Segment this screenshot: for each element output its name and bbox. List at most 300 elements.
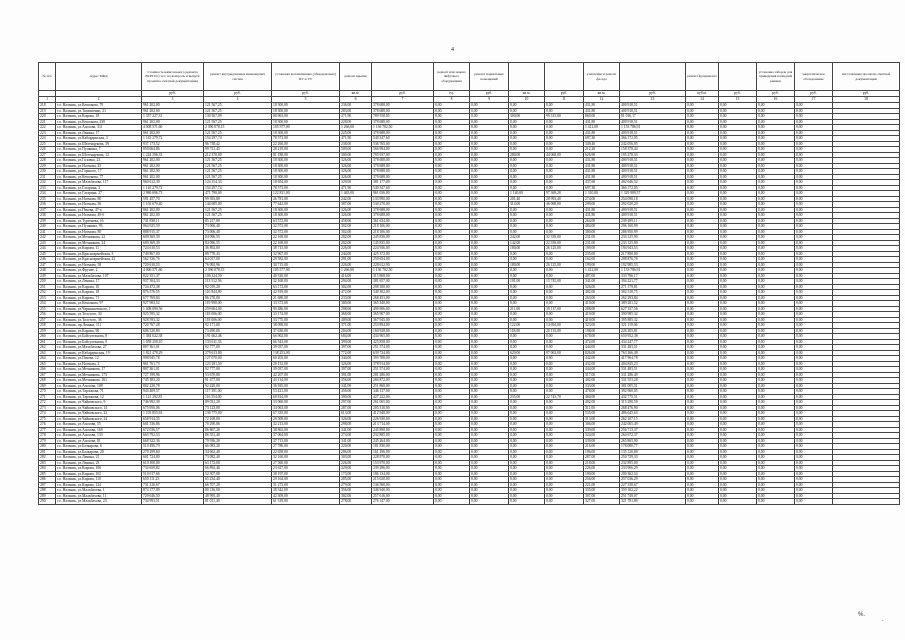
value-cell: 221,00 — [584, 482, 620, 488]
value-cell: 153 970,00 — [372, 460, 434, 466]
value-cell: 333,00 — [584, 383, 620, 389]
value-cell: 306,00 — [584, 422, 620, 428]
value-cell: 29 582,00 — [272, 257, 340, 263]
value-cell: 349,40 — [584, 141, 620, 147]
value-cell: 961 036,00 — [372, 191, 434, 197]
value-cell: 26 781,00 — [272, 196, 340, 202]
value-cell: 0,00 — [434, 141, 470, 147]
value-cell: 0,00 — [757, 488, 795, 494]
value-cell: 0,00 — [757, 295, 795, 301]
value-cell: 876 576,55 — [142, 290, 204, 296]
value-cell: 53 421,00 — [272, 389, 340, 395]
value-cell: 0,00 — [545, 334, 584, 340]
value-cell: 0,00 — [795, 295, 833, 301]
value-cell: 0,00 — [757, 301, 795, 307]
address-cell: г.о. Нальчик, ул.Чайковского, 24 — [56, 416, 142, 422]
value-cell: 0,00 — [719, 158, 757, 164]
value-cell: 315 868,00 — [372, 273, 434, 279]
value-cell: 0,00 — [795, 235, 833, 241]
value-cell: 0,00 — [757, 444, 795, 450]
value-cell: 0,00 — [795, 284, 833, 290]
value-cell: 0,00 — [757, 317, 795, 323]
value-cell: 0,00 — [795, 224, 833, 230]
value-cell: 0,00 — [509, 389, 545, 395]
value-cell: 118 006,00 — [204, 312, 272, 318]
value-cell: 0,00 — [509, 345, 545, 351]
address-cell: г.о. Нальчик, ул.Байсултанова, 8 — [56, 334, 142, 340]
value-cell: 381 657,00 — [372, 279, 434, 285]
value-cell: 97 063,00 — [545, 350, 584, 356]
value-cell: 0,00 — [509, 378, 545, 384]
value-cell: 233 966,29 — [620, 466, 686, 472]
value-cell: 242,00 — [340, 196, 372, 202]
value-cell: 0,00 — [509, 295, 545, 301]
value-cell: 251 860,00 — [372, 383, 434, 389]
value-cell: 425 858,00 — [372, 339, 434, 345]
value-cell: 0,00 — [795, 306, 833, 312]
value-cell: 393 708,00 — [372, 356, 434, 362]
value-cell: 158 378,44 — [620, 147, 686, 153]
value-cell: 368,00 — [340, 312, 372, 318]
value-cell: 0,00 — [795, 103, 833, 109]
row-number-cell: 282 — [39, 455, 56, 461]
value-cell: 0,00 — [795, 389, 833, 395]
value-cell: 218,00 — [584, 460, 620, 466]
value-cell: 431,80 — [584, 103, 620, 109]
value-cell: 0,00 — [719, 125, 757, 131]
address-cell: г.о. Нальчик, ул.Чайковского, 9 — [56, 400, 142, 406]
value-cell: 226 930,00 — [372, 416, 434, 422]
value-cell: 0,00 — [509, 438, 545, 444]
value-cell: 77 642,00 — [272, 202, 340, 208]
value-cell: 0,00 — [470, 119, 509, 125]
value-cell: 734 659,82 — [142, 466, 204, 472]
value-cell: 0,00 — [434, 136, 470, 142]
value-cell: 0,00 — [686, 295, 719, 301]
address-cell: г.о. Нальчик, ул.Горького, 17 — [56, 169, 142, 175]
value-cell: 201,40 — [509, 196, 545, 202]
value-cell: 0,00 — [757, 367, 795, 373]
value-cell: 0,00 — [545, 449, 584, 455]
value-cell: 0,00 — [719, 103, 757, 109]
value-cell: 160 928,00 — [372, 328, 434, 334]
value-cell: 86 551,40 — [204, 433, 272, 439]
value-cell: 381 005,51 — [620, 383, 686, 389]
address-cell: г.о. Нальчик, ул.Ленина, 23 — [56, 460, 142, 466]
value-cell: 0,00 — [719, 361, 757, 367]
value-cell: 70 290,86 — [204, 422, 272, 428]
value-cell: 675 956,06 — [142, 405, 204, 411]
value-cell: 302,00 — [340, 493, 372, 499]
value-cell: 860,00 — [584, 114, 620, 120]
value-cell: 672 036,57 — [142, 427, 204, 433]
value-cell: 0,00 — [795, 174, 833, 180]
value-cell: 218 106,00 — [372, 224, 434, 230]
value-cell: 0,00 — [545, 356, 584, 362]
value-cell: 540 347,60 — [372, 136, 434, 142]
value-cell: 444,00 — [584, 367, 620, 373]
row-number-cell: 276 — [39, 422, 56, 428]
value-cell: 431,80 — [584, 207, 620, 213]
value-cell: 232 885,00 — [372, 433, 434, 439]
value-cell: 0,00 — [545, 389, 584, 395]
address-cell: г.о. Нальчик, ул.Ногмова, 80 — [56, 196, 142, 202]
value-cell: 339,00 — [584, 438, 620, 444]
address-cell: г.о. Нальчик, ул.Ахохова, 55 — [56, 422, 142, 428]
value-cell: 315 290,59 — [620, 400, 686, 406]
value-cell: 99 393,80 — [204, 196, 272, 202]
value-cell: 28 993,40 — [545, 196, 584, 202]
value-cell: 89 778,43 — [204, 251, 272, 257]
value-cell: 0,00 — [470, 240, 509, 246]
value-cell: 42 309,00 — [272, 493, 340, 499]
value-cell: 0,00 — [509, 257, 545, 263]
address-cell: г.о. Нальчик, ул.Мальбахова, 11 — [56, 493, 142, 499]
address-cell: г.о. Нальчик, ул.Тарчокова, 71 — [56, 389, 142, 395]
value-cell: 66 902,00 — [272, 334, 340, 340]
value-cell: 284 872,00 — [372, 378, 434, 384]
value-cell: 400 918,51 — [620, 174, 686, 180]
value-cell: 0,00 — [545, 147, 584, 153]
value-cell: 0,00 — [434, 444, 470, 450]
value-cell: 0,00 — [686, 416, 719, 422]
value-cell: 0,00 — [795, 499, 833, 505]
value-cell: 0,00 — [757, 130, 795, 136]
value-cell: 0,00 — [686, 493, 719, 499]
value-cell: 0,00 — [434, 218, 470, 224]
value-cell: 0,00 — [470, 284, 509, 290]
value-cell: 0,00 — [509, 482, 545, 488]
value-cell: 0,00 — [686, 334, 719, 340]
value-cell: 0,00 — [757, 191, 795, 197]
value-cell: 0,00 — [795, 323, 833, 329]
value-cell: 60 814,00 — [272, 394, 340, 400]
value-cell: 0,00 — [795, 169, 833, 175]
value-cell: 0,00 — [719, 213, 757, 219]
value-cell: 22 339,00 — [545, 240, 584, 246]
value-cell: 235,00 — [584, 251, 620, 257]
value-cell: 32 572,00 — [272, 229, 340, 235]
page-number: 4 — [451, 47, 454, 53]
value-cell: 0,00 — [757, 400, 795, 406]
address-cell: г.о. Нальчик, ул.Мечникова, 22 — [56, 235, 142, 241]
value-cell: 0,00 — [545, 372, 584, 378]
column-number-cell: 14 — [686, 97, 719, 103]
row-number-cell: 245 — [39, 251, 56, 257]
value-cell: 121 567,25 — [204, 174, 272, 180]
header-cell: установка заборов для приведения площадей рынков — [757, 63, 795, 91]
value-cell: 0,00 — [719, 372, 757, 378]
value-cell: 0,00 — [545, 466, 584, 472]
value-cell: 206,00 — [340, 449, 372, 455]
value-cell: 122 831,00 — [272, 191, 340, 197]
value-cell: 0,00 — [795, 191, 833, 197]
value-cell: 0,00 — [719, 207, 757, 213]
value-cell: 0,00 — [545, 207, 584, 213]
value-cell: 510 496,79 — [142, 444, 204, 450]
value-cell: 0,00 — [434, 229, 470, 235]
address-cell: г.о. Нальчик, ул.Тургенева, 16 — [56, 218, 142, 224]
row-number-cell: 266 — [39, 367, 56, 373]
value-cell: 257 616,00 — [372, 493, 434, 499]
value-cell: 1 153 786,91 — [620, 268, 686, 274]
value-cell: 0,00 — [719, 383, 757, 389]
value-cell: 0,00 — [545, 141, 584, 147]
value-cell: 0,00 — [545, 433, 584, 439]
value-cell: 0,00 — [434, 433, 470, 439]
value-cell: 235,00 — [509, 394, 545, 400]
value-cell: 92 777,00 — [204, 367, 272, 373]
value-cell: 18 300,00 — [272, 169, 340, 175]
value-cell: 204,00 — [340, 328, 372, 334]
value-cell: 0,00 — [686, 350, 719, 356]
value-cell: 38 197,00 — [272, 471, 340, 477]
value-cell: 400 918,51 — [620, 169, 686, 175]
value-cell: 2 396 078,15 — [204, 125, 272, 131]
value-cell: 0,00 — [470, 257, 509, 263]
value-cell: 601 336,86 — [142, 422, 204, 428]
value-cell: 1 145 279,72 — [142, 185, 204, 191]
value-cell: 194 943,53 — [620, 246, 686, 252]
address-cell: г.о. Нальчик, ул.Ногмова, 45 — [56, 163, 142, 169]
value-cell: 0,00 — [434, 306, 470, 312]
value-cell: 181 830,00 — [372, 444, 434, 450]
unit-cell: кв.м. — [509, 91, 545, 97]
value-cell: 0,00 — [470, 455, 509, 461]
value-cell: 0,00 — [509, 499, 545, 505]
value-cell: 0,00 — [719, 273, 757, 279]
value-cell: 198,00 — [584, 328, 620, 334]
value-cell: 0,00 — [470, 152, 509, 158]
value-cell: 0,00 — [434, 251, 470, 257]
value-cell: 0,00 — [719, 163, 757, 169]
value-cell: 0,00 — [470, 224, 509, 230]
address-cell: г.о. Нальчик, ул.Гагарина, 3 — [56, 185, 142, 191]
address-cell: г.о. Нальчик, ул.Ленина, 17 — [56, 279, 142, 285]
value-cell: 0,00 — [470, 427, 509, 433]
value-cell: 925 595,32 — [142, 312, 204, 318]
value-cell: 606 520,80 — [142, 328, 204, 334]
value-cell: 72 169,00 — [204, 416, 272, 422]
value-cell: 0,00 — [686, 114, 719, 120]
value-cell: 14 694,00 — [545, 323, 584, 329]
value-cell: 91 477,00 — [204, 378, 272, 384]
value-cell: 133 611,33 — [204, 339, 272, 345]
value-cell: 162,00 — [584, 257, 620, 263]
value-cell: 0,00 — [686, 438, 719, 444]
header-cell: утепление и ремонт фасада — [584, 63, 620, 91]
value-cell: 0,00 — [757, 328, 795, 334]
value-cell: 0,00 — [434, 169, 470, 175]
address-cell: г.о. Нальчик, ул.Мечникова, 17 — [56, 367, 142, 373]
address-cell: г.о. Нальчик, ул.Ногмова, 36 — [56, 202, 142, 208]
value-cell: 0,00 — [434, 394, 470, 400]
value-cell: 380,00 — [340, 301, 372, 307]
value-cell: 0,00 — [795, 279, 833, 285]
value-cell: 0,00 — [795, 466, 833, 472]
value-cell: 0,00 — [509, 103, 545, 109]
value-cell: 0,00 — [509, 488, 545, 494]
value-cell: 0,00 — [719, 141, 757, 147]
row-number-cell: 246 — [39, 257, 56, 263]
value-cell: 326,00 — [340, 158, 372, 164]
value-cell: 0,00 — [470, 207, 509, 213]
value-cell: 144 685,00 — [204, 202, 272, 208]
value-cell: 217 890,00 — [620, 251, 686, 257]
value-cell: 378 688,00 — [372, 163, 434, 169]
value-cell: 4 008 571,60 — [142, 125, 204, 131]
value-cell: 650 952,38 — [620, 334, 686, 340]
row-number-cell: 243 — [39, 240, 56, 246]
address-cell: г.о. Нальчик, ул.Ахохова, 133 — [56, 433, 142, 439]
value-cell: 60 203,00 — [272, 356, 340, 362]
value-cell: 90 486,00 — [272, 306, 340, 312]
value-cell: 650 111,23 — [142, 477, 204, 483]
value-cell: 0,00 — [719, 235, 757, 241]
value-cell: 0,00 — [470, 114, 509, 120]
row-number-cell: 255 — [39, 306, 56, 312]
address-cell: г.о. Нальчик, ул.Кешокова, 77 — [56, 174, 142, 180]
value-cell: 0,00 — [686, 449, 719, 455]
value-cell: 86 270,00 — [204, 295, 272, 301]
value-cell: 0,00 — [719, 350, 757, 356]
value-cell: 0,00 — [545, 180, 584, 186]
value-cell: 0,00 — [795, 356, 833, 362]
value-cell: 39 137,00 — [545, 306, 584, 312]
value-cell: 484,00 — [584, 224, 620, 230]
value-cell: 31 273,00 — [272, 482, 340, 488]
value-cell: 0,00 — [795, 394, 833, 400]
value-cell: 0,00 — [509, 147, 545, 153]
value-cell: 67 335,00 — [272, 411, 340, 417]
value-cell: 0,00 — [757, 389, 795, 395]
value-cell: 0,00 — [686, 323, 719, 329]
value-cell: 259 604,00 — [204, 306, 272, 312]
value-cell: 0,00 — [470, 422, 509, 428]
header-cell: ремонт или замена лифтового оборудования — [434, 63, 470, 91]
address-cell: г.о. Нальчик, ул.Толстого, 34 — [56, 312, 142, 318]
value-cell: 0,00 — [470, 169, 509, 175]
value-cell: 0,00 — [509, 125, 545, 131]
value-cell: 0,00 — [757, 323, 795, 329]
value-cell: 265 865,90 — [620, 438, 686, 444]
value-cell: 361 634,00 — [372, 218, 434, 224]
value-cell: 0,00 — [434, 471, 470, 477]
value-cell: 0,00 — [686, 405, 719, 411]
value-cell: 1 058 250,10 — [142, 339, 204, 345]
value-cell: 0,00 — [470, 103, 509, 109]
row-number-cell: 241 — [39, 229, 56, 235]
value-cell: 1 408 090,56 — [142, 306, 204, 312]
value-cell: 226,00 — [340, 262, 372, 268]
value-cell: 331 553,28 — [620, 378, 686, 384]
value-cell: 0,00 — [434, 174, 470, 180]
value-cell: 274,00 — [584, 196, 620, 202]
value-cell: 226,00 — [340, 460, 372, 466]
value-cell: 335,00 — [584, 488, 620, 494]
value-cell: 943 409,57 — [142, 389, 204, 395]
value-cell: 0,00 — [470, 477, 509, 483]
value-cell: 0,00 — [719, 196, 757, 202]
value-cell: 0,00 — [434, 499, 470, 505]
value-cell: 61 319,00 — [272, 499, 340, 505]
value-cell: 365 907,00 — [372, 312, 434, 318]
value-cell: 0,00 — [470, 290, 509, 296]
value-cell: 378 688,00 — [372, 130, 434, 136]
value-cell: 46 068,00 — [545, 202, 584, 208]
value-cell: 864 925,59 — [142, 224, 204, 230]
value-cell: 286 950,99 — [620, 229, 686, 235]
value-cell: 0,00 — [470, 339, 509, 345]
value-cell: 697,30 — [584, 185, 620, 191]
value-cell: 0,00 — [795, 251, 833, 257]
value-cell: 0,00 — [509, 449, 545, 455]
value-cell: 110 844,80 — [204, 290, 272, 296]
value-cell: 28 219,00 — [272, 147, 340, 153]
value-cell: 116 554,00 — [204, 394, 272, 400]
value-cell: 0,00 — [686, 251, 719, 257]
value-cell: 0,00 — [470, 323, 509, 329]
value-cell: 0,00 — [470, 108, 509, 114]
value-cell: 287,00 — [340, 405, 372, 411]
value-cell: 400 918,51 — [620, 108, 686, 114]
value-cell: 0,00 — [509, 444, 545, 450]
value-cell: 0,00 — [757, 345, 795, 351]
value-cell: 400 918,51 — [620, 213, 686, 219]
row-number-cell: 267 — [39, 372, 56, 378]
value-cell: 254 098,18 — [620, 196, 686, 202]
row-number-cell: 260 — [39, 334, 56, 340]
value-cell: 20 133,00 — [545, 328, 584, 334]
address-cell: г.о. Нальчик, ул.Кирова, 110 — [56, 477, 142, 483]
value-cell: 245 836,00 — [372, 235, 434, 241]
value-cell: 425 372,00 — [372, 251, 434, 257]
value-cell: 0,00 — [434, 262, 470, 268]
value-cell: 138 253,00 — [272, 350, 340, 356]
value-cell: 0,00 — [686, 147, 719, 153]
unit-cell: руб. — [795, 91, 833, 97]
value-cell: 0,00 — [509, 273, 545, 279]
value-cell: 0,00 — [686, 207, 719, 213]
value-cell: 121 567,25 — [204, 119, 272, 125]
value-cell: 1 384 622,38 — [142, 334, 204, 340]
value-cell: 0,00 — [795, 163, 833, 169]
value-cell: 0,00 — [686, 268, 719, 274]
value-cell: 123 291,50 — [204, 361, 272, 367]
value-cell: 0,00 — [719, 130, 757, 136]
value-cell: 639 724,00 — [372, 350, 434, 356]
address-cell: г.о. Нальчик, ул.Кешокова, 97 — [56, 301, 142, 307]
value-cell: 0,00 — [757, 356, 795, 362]
column-number-cell: 13 — [620, 97, 686, 103]
value-cell: 66 892,40 — [204, 466, 272, 472]
value-cell: 92 420,00 — [204, 383, 272, 389]
value-cell: 0,00 — [434, 466, 470, 472]
value-cell: 0,00 — [719, 262, 757, 268]
value-cell: 0,00 — [545, 416, 584, 422]
value-cell: 300,00 — [509, 114, 545, 120]
value-cell: 313,00 — [584, 416, 620, 422]
value-cell: 0,00 — [434, 372, 470, 378]
value-cell: 0,00 — [719, 301, 757, 307]
value-cell: 73 006,40 — [204, 229, 272, 235]
value-cell: 0,00 — [470, 488, 509, 494]
value-cell: 807 361,01 — [142, 367, 204, 373]
value-cell: 419,00 — [584, 312, 620, 318]
address-cell: г.о. Нальчик, ул.Мальбахова, 27 — [56, 345, 142, 351]
value-cell: 161 296,00 — [372, 449, 434, 455]
value-cell: 344,00 — [340, 356, 372, 362]
